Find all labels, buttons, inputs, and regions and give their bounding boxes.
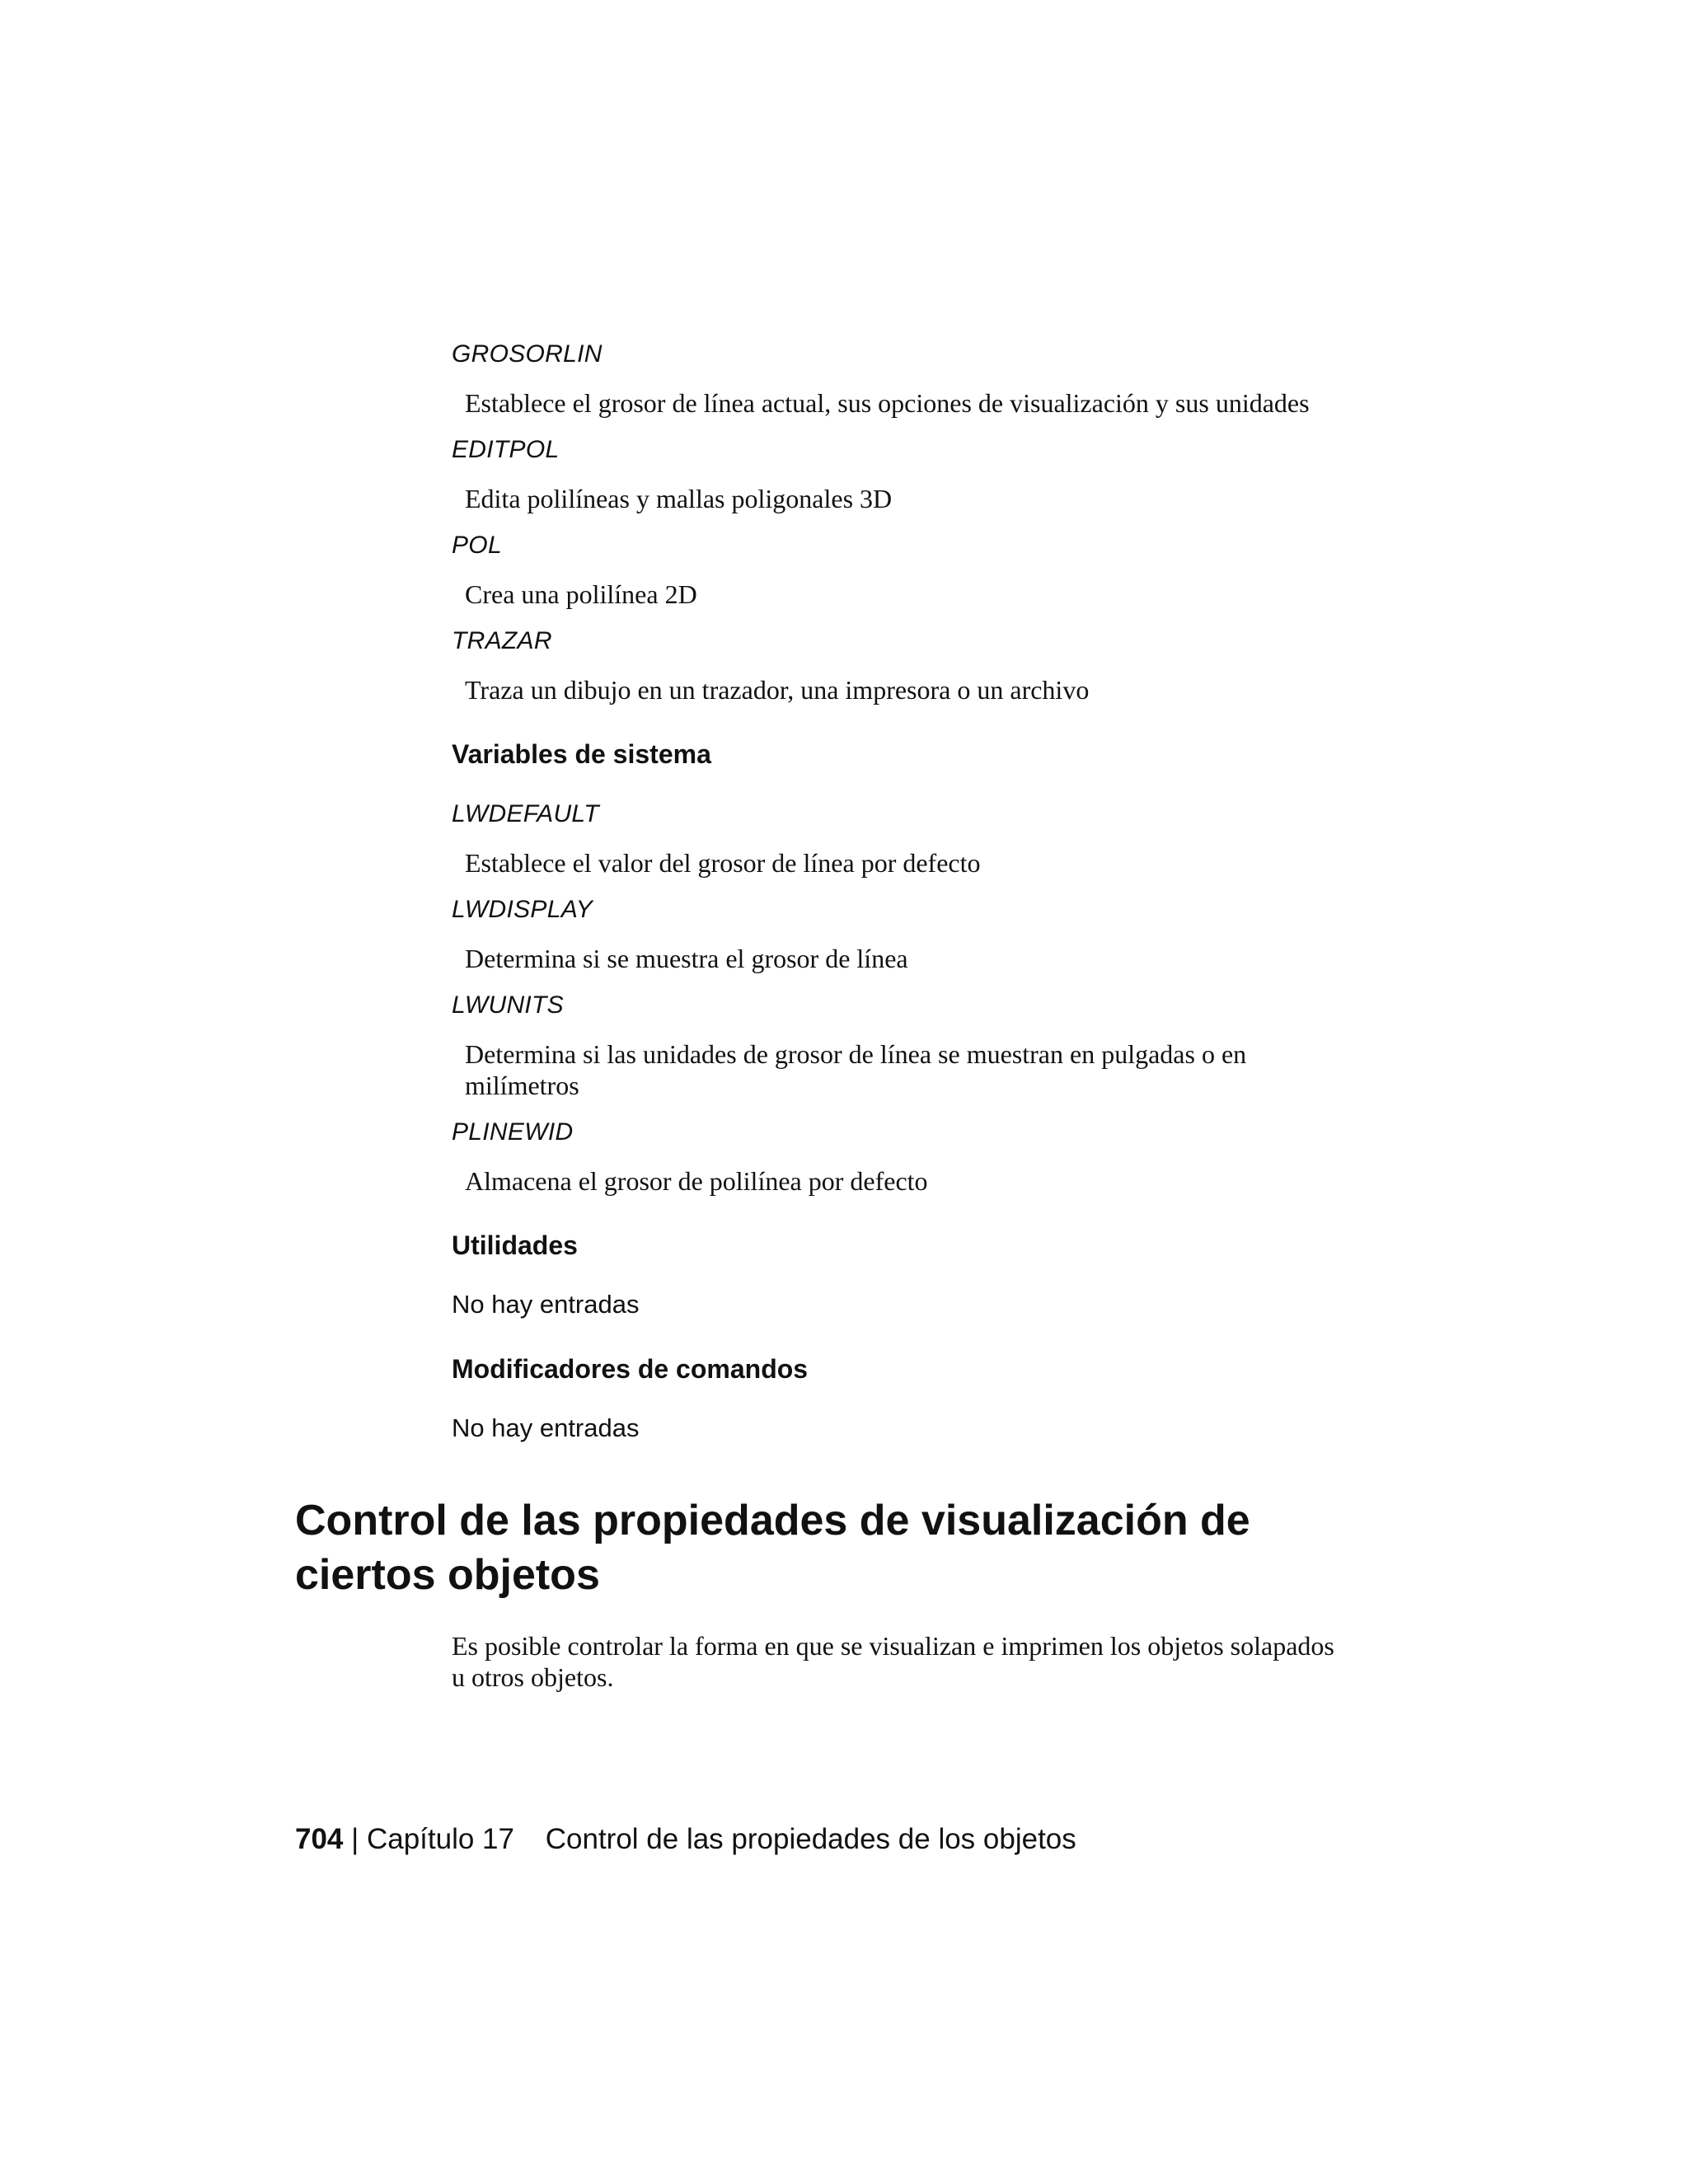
system-variable-description: Determina si las unidades de grosor de línea se muestran en pulgadas o en milímetros [465, 1039, 1247, 1100]
system-variable-description: Determina si se muestra el grosor de línea [465, 944, 908, 973]
command-modifiers-entry: No hay entradas [452, 1413, 640, 1442]
utilities-entry: No hay entradas [452, 1290, 640, 1319]
system-variables-heading: Variables de sistema [452, 739, 711, 769]
command-modifiers-heading: Modificadores de comandos [452, 1354, 809, 1384]
command-description: Establece el grosor de línea actual, sus opciones de visualización y sus unidades [465, 388, 1310, 418]
page-number: 704 [295, 1823, 344, 1855]
page-footer [295, 1821, 1076, 1858]
command-name: EDITPOL [452, 436, 560, 463]
system-variable-name: LWUNITS [452, 991, 564, 1019]
command-name: TRAZAR [452, 627, 552, 654]
command-description: Traza un dibujo en un trazador, una impresora o un archivo [465, 675, 1090, 705]
command-description: Crea una polilínea 2D [465, 579, 697, 609]
footer-separator: | [351, 1823, 359, 1855]
utilities-heading: Utilidades [452, 1230, 578, 1260]
system-variable-name: LWDISPLAY [452, 896, 593, 923]
command-description: Edita polilíneas y mallas poligonales 3D [465, 484, 893, 513]
system-variable-description: Almacena el grosor de polilínea por defecto [465, 1166, 928, 1196]
section-body: Es posible controlar la forma en que se visualizan e imprimen los objetos solapados u otros objetos. [452, 1631, 1334, 1692]
system-variable-name: PLINEWID [452, 1118, 574, 1146]
chapter-title: Control de las propiedades de los objetos [545, 1823, 1076, 1855]
section-title: Control de las propiedades de visualización de ciertos objetos [295, 1497, 1250, 1599]
chapter-label: Capítulo 17 [366, 1823, 514, 1855]
command-name: POL [452, 532, 502, 559]
system-variable-description: Establece el valor del grosor de línea por defecto [465, 848, 981, 878]
command-name: GROSORLIN [452, 340, 603, 368]
system-variable-name: LWDEFAULT [452, 800, 599, 827]
